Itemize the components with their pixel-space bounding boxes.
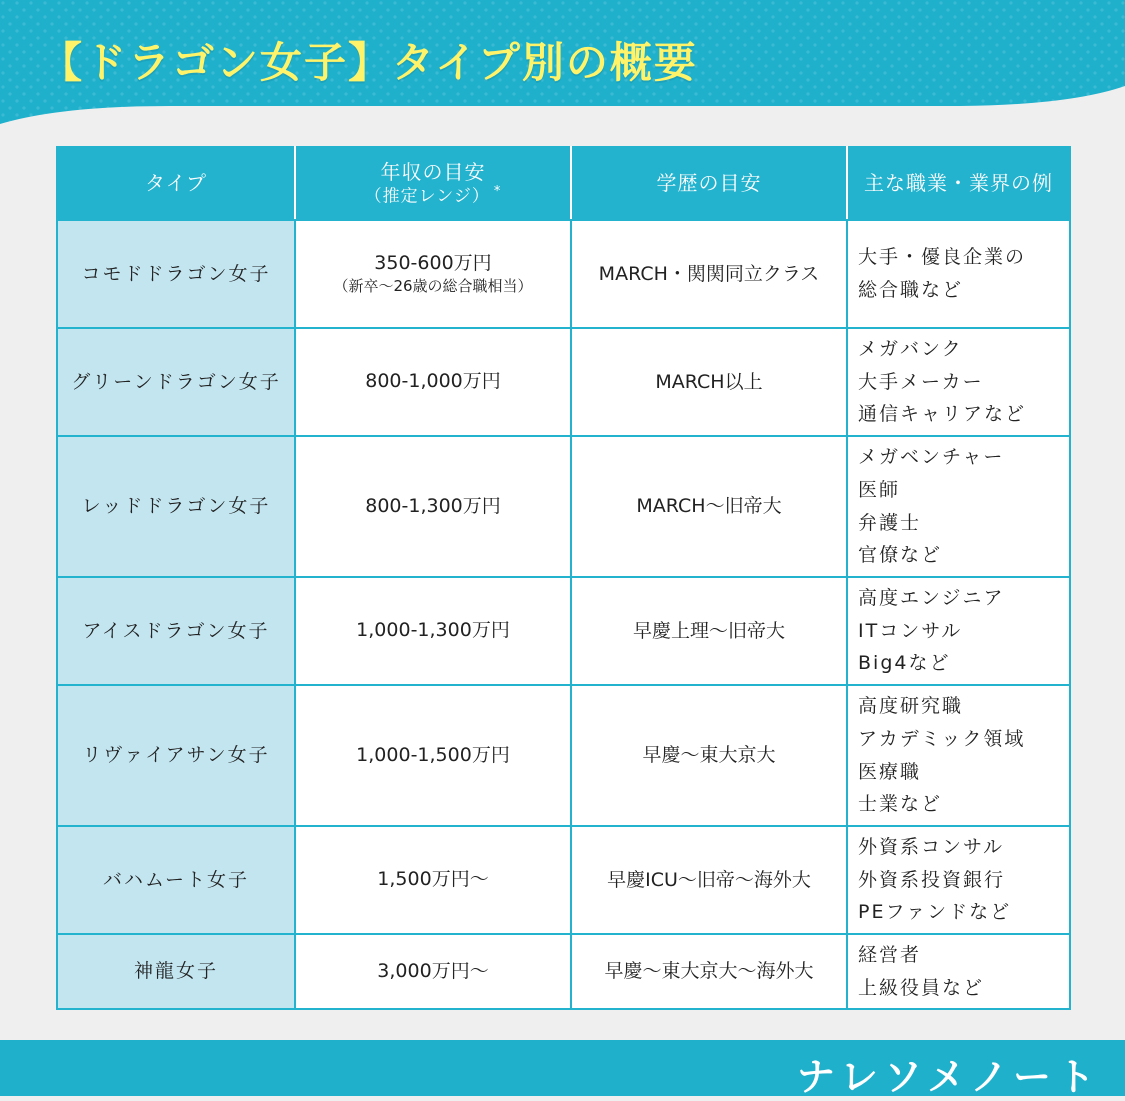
income-cell bbox=[295, 685, 571, 826]
dragon-types-table-container bbox=[56, 146, 1069, 1010]
site-logo: ナレソメノート bbox=[796, 1055, 1101, 1099]
job-item: 外資系投資銀行 bbox=[858, 868, 1006, 891]
jobs-cell bbox=[847, 328, 1070, 436]
education-cell: MARCH以上 bbox=[571, 328, 847, 436]
education-cell: 早慶〜東大京大〜海外大 bbox=[571, 934, 847, 1009]
table-header-row bbox=[57, 147, 1070, 220]
table-row bbox=[57, 436, 1070, 577]
header-income-label: 年収の目安 bbox=[380, 159, 486, 184]
job-item: 医師 bbox=[858, 478, 901, 501]
table-row bbox=[57, 934, 1070, 1009]
jobs-cell bbox=[847, 685, 1070, 826]
job-item: 経営者 bbox=[858, 943, 922, 966]
header-education: 学歴の目安 bbox=[571, 147, 847, 220]
income-value: 1,000-1,300万円 bbox=[356, 619, 510, 642]
job-item: Big4など bbox=[858, 652, 951, 675]
type-cell: レッドドラゴン女子 bbox=[57, 436, 295, 577]
job-item: 上級役員など bbox=[858, 976, 985, 999]
job-item: メガバンク bbox=[858, 337, 963, 360]
page-title: 【ドラゴン女子】タイプ別の概要 bbox=[40, 38, 698, 87]
job-item: 高度エンジニア bbox=[858, 586, 1005, 609]
header-jobs: 主な職業・業界の例 bbox=[847, 147, 1070, 220]
income-value: 800-1,300万円 bbox=[365, 494, 501, 517]
type-cell: リヴァイアサン女子 bbox=[57, 685, 295, 826]
job-item: メガベンチャー bbox=[858, 446, 1005, 469]
education-cell: 早慶ICU〜旧帝〜海外大 bbox=[571, 826, 847, 934]
header-type: タイプ bbox=[57, 147, 295, 220]
table-row bbox=[57, 577, 1070, 685]
education-cell: 早慶上理〜旧帝大 bbox=[571, 577, 847, 685]
job-item: 官僚など bbox=[858, 544, 943, 567]
income-value: 350-600万円 bbox=[374, 252, 492, 275]
table-row bbox=[57, 328, 1070, 436]
income-value: 1,000-1,500万円 bbox=[356, 743, 510, 766]
type-cell: 神龍女子 bbox=[57, 934, 295, 1009]
header-income-note: * bbox=[493, 183, 502, 199]
income-cell bbox=[295, 436, 571, 577]
education-cell: MARCH・関関同立クラス bbox=[571, 220, 847, 328]
job-item: 弁護士 bbox=[858, 511, 922, 534]
type-cell: アイスドラゴン女子 bbox=[57, 577, 295, 685]
job-item: ITコンサル bbox=[858, 619, 963, 642]
jobs-cell bbox=[847, 826, 1070, 934]
job-item: 高度研究職 bbox=[858, 695, 964, 718]
jobs-cell bbox=[847, 934, 1070, 1009]
income-value: 3,000万円〜 bbox=[377, 959, 489, 982]
jobs-cell bbox=[847, 220, 1070, 328]
job-item: 大手・優良企業の bbox=[858, 246, 1027, 269]
type-cell: バハムート女子 bbox=[57, 826, 295, 934]
job-item: 総合職など bbox=[858, 279, 964, 301]
type-cell: コモドドラゴン女子 bbox=[57, 220, 295, 328]
job-item: 通信キャリアなど bbox=[858, 403, 1027, 426]
education-cell: MARCH〜旧帝大 bbox=[571, 436, 847, 577]
dragon-types-table bbox=[56, 146, 1071, 1010]
footer-bar bbox=[0, 1040, 1125, 1099]
table-row bbox=[57, 685, 1070, 826]
job-item: 医療職 bbox=[858, 760, 922, 783]
income-cell bbox=[295, 328, 571, 436]
education-cell: 早慶〜東大京大 bbox=[571, 685, 847, 826]
income-cell bbox=[295, 577, 571, 685]
jobs-cell bbox=[847, 577, 1070, 685]
income-cell bbox=[295, 220, 571, 328]
header-banner bbox=[0, 0, 1125, 128]
table-row bbox=[57, 220, 1070, 328]
income-cell bbox=[295, 934, 571, 1009]
job-item: PEファンドなど bbox=[858, 901, 1012, 924]
income-value: 800-1,000万円 bbox=[365, 370, 501, 393]
header-income-sub: （推定レンジ） * bbox=[364, 183, 502, 207]
table-body bbox=[57, 220, 1070, 1009]
job-item: アカデミック領域 bbox=[858, 727, 1026, 750]
table-row bbox=[57, 826, 1070, 934]
job-item: 外資系コンサル bbox=[858, 835, 1005, 858]
header-income bbox=[295, 147, 571, 220]
job-item: 士業など bbox=[858, 793, 943, 816]
jobs-cell bbox=[847, 436, 1070, 577]
income-cell bbox=[295, 826, 571, 934]
type-cell: グリーンドラゴン女子 bbox=[57, 328, 295, 436]
income-value: 1,500万円〜 bbox=[377, 868, 489, 891]
job-item: 大手メーカー bbox=[858, 370, 984, 393]
income-note: （新卒〜26歳の総合職相当） bbox=[333, 277, 533, 296]
